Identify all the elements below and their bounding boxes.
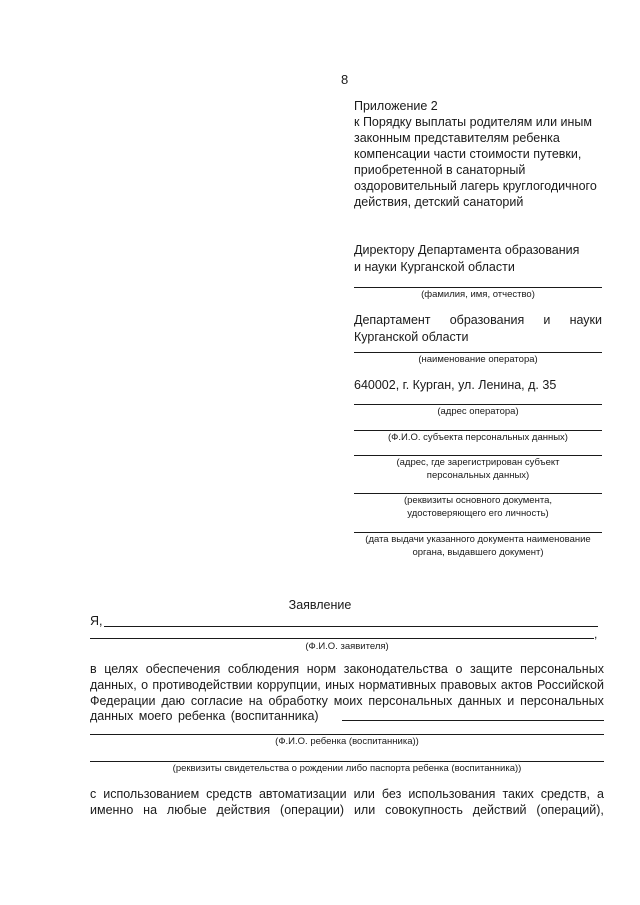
- operator-address-caption: (адрес оператора): [437, 406, 519, 417]
- paragraph-word: с: [90, 787, 97, 801]
- paragraph-word: в: [90, 662, 97, 676]
- paragraph-word: целях: [104, 662, 139, 676]
- paragraph-word: действий: [472, 803, 527, 817]
- paragraph-word: Российской: [536, 678, 604, 692]
- paragraph-word: персональных: [368, 694, 453, 708]
- statement-title: Заявление: [288, 598, 352, 612]
- applicant-line-2: [90, 638, 594, 639]
- appendix-line: к Порядку выплаты родителям или иным: [354, 115, 592, 129]
- addressee-block: [354, 242, 604, 276]
- subject-fio-caption: (Ф.И.О. субъекта персональных данных): [388, 432, 568, 443]
- operator-name-line2: Курганской области: [354, 330, 469, 344]
- paragraph-word: без: [381, 787, 402, 801]
- issue-caption-1: (дата выдачи указанного документа наименование: [365, 534, 591, 545]
- paragraph-word: средств,: [540, 787, 590, 801]
- paragraph-word: нормативных: [358, 678, 437, 692]
- page-number: 8: [341, 72, 349, 87]
- paragraph-word: действия: [216, 803, 271, 817]
- paragraph-word: а: [596, 787, 604, 801]
- paragraph-word: защите: [470, 662, 513, 676]
- child-fio-inline-line: [342, 720, 604, 721]
- paragraph-word: данных,: [90, 678, 137, 692]
- addressee-line: и науки Курганской области: [354, 260, 515, 274]
- appendix-line: приобретенной в санаторный: [354, 163, 526, 177]
- operator-word: науки: [569, 313, 602, 327]
- paragraph-word: иных: [325, 678, 355, 692]
- paragraph-word: противодействии: [152, 678, 253, 692]
- paragraph-line: [90, 677, 604, 693]
- paragraph-word: обработку: [268, 694, 328, 708]
- appendix-line: Приложение 2: [354, 99, 438, 113]
- paragraph-word: и: [507, 694, 515, 708]
- registered-address-caption: [354, 456, 602, 482]
- operator-word: образования: [449, 313, 525, 327]
- appendix-line: действия, детский санаторий: [354, 195, 524, 209]
- paragraph-word: соблюдения: [227, 662, 300, 676]
- paragraph-line: [90, 693, 604, 709]
- paragraph-word: моих: [333, 694, 363, 708]
- document-caption-1: (реквизиты основного документа,: [403, 495, 552, 506]
- processing-paragraph: [90, 786, 604, 818]
- operator-word: и: [543, 313, 551, 327]
- paragraph-line: [90, 661, 604, 677]
- paragraph-word: даю: [161, 694, 185, 708]
- addressee-line: Директору Департамента образования: [354, 243, 580, 257]
- registered-address-caption-2: персональных данных): [426, 470, 530, 481]
- appendix-header: [354, 98, 604, 210]
- paragraph-word: на: [143, 803, 158, 817]
- paragraph-word: персональных: [520, 694, 604, 708]
- appendix-line: оздоровительный лагерь круглогодичного: [354, 179, 597, 193]
- paragraph-word: или: [353, 803, 376, 817]
- operator-address: 640002, г. Курган, ул. Ленина, д. 35: [354, 378, 557, 392]
- paragraph-word: законодательства: [343, 662, 448, 676]
- issue-caption: [354, 533, 602, 559]
- statement-ya: Я,: [90, 614, 103, 628]
- paragraph-word: таких: [502, 787, 534, 801]
- paragraph-word: обеспечения: [145, 662, 221, 676]
- paragraph-word: на: [248, 694, 263, 708]
- paragraph-word: о: [455, 662, 463, 676]
- consent-paragraph: [90, 661, 604, 709]
- paragraph-word: актов: [500, 678, 533, 692]
- paragraph-word: именно: [90, 803, 134, 817]
- paragraph-word: автоматизации: [258, 787, 347, 801]
- paragraph-word: использования: [408, 787, 496, 801]
- registered-address-caption-1: (адрес, где зарегистрирован субъект: [396, 457, 560, 468]
- paragraph-word: норм: [306, 662, 337, 676]
- child-fio-caption: (Ф.И.О. ребенка (воспитанника)): [275, 736, 419, 747]
- paragraph-word: Федерации: [90, 694, 156, 708]
- paragraph-word: любые: [166, 803, 207, 817]
- document-caption-2: удостоверяющего его личность): [407, 508, 549, 519]
- paragraph-line: [90, 802, 604, 818]
- paragraph-word: использованием: [103, 787, 200, 801]
- paragraph-word: (операций),: [536, 803, 604, 817]
- appendix-line: компенсации части стоимости путевки,: [354, 147, 582, 161]
- paragraph-word: согласие: [190, 694, 243, 708]
- operator-name-caption: (наименование оператора): [418, 354, 538, 365]
- operator-word: Департамент: [354, 313, 431, 327]
- applicant-line-1: [104, 626, 598, 627]
- operator-name: [354, 312, 602, 346]
- paragraph-word: или: [353, 787, 375, 801]
- applicant-line-comma: ,: [594, 627, 598, 641]
- paragraph-word: средств: [206, 787, 252, 801]
- paragraph-word: данных: [458, 694, 502, 708]
- paragraph-word: совокупность: [385, 803, 463, 817]
- applicant-fio-caption: (Ф.И.О. заявителя): [305, 641, 389, 652]
- fio-caption: (фамилия, имя, отчество): [421, 289, 535, 300]
- paragraph-word: правовых: [440, 678, 497, 692]
- appendix-line: законным представителям ребенка: [354, 131, 560, 145]
- paragraph-word: персональных: [520, 662, 604, 676]
- paragraph-word: коррупции,: [256, 678, 321, 692]
- child-docs-caption: (реквизиты свидетельства о рождении либо паспорта ребенка (воспитанника)): [172, 763, 522, 774]
- document-caption: [354, 494, 602, 520]
- consent-last-line: данных моего ребенка (воспитанника): [90, 709, 319, 723]
- issue-caption-2: органа, выдавшего документ): [412, 547, 544, 558]
- paragraph-word: о: [141, 678, 149, 692]
- paragraph-line: [90, 786, 604, 802]
- paragraph-word: (операции): [280, 803, 345, 817]
